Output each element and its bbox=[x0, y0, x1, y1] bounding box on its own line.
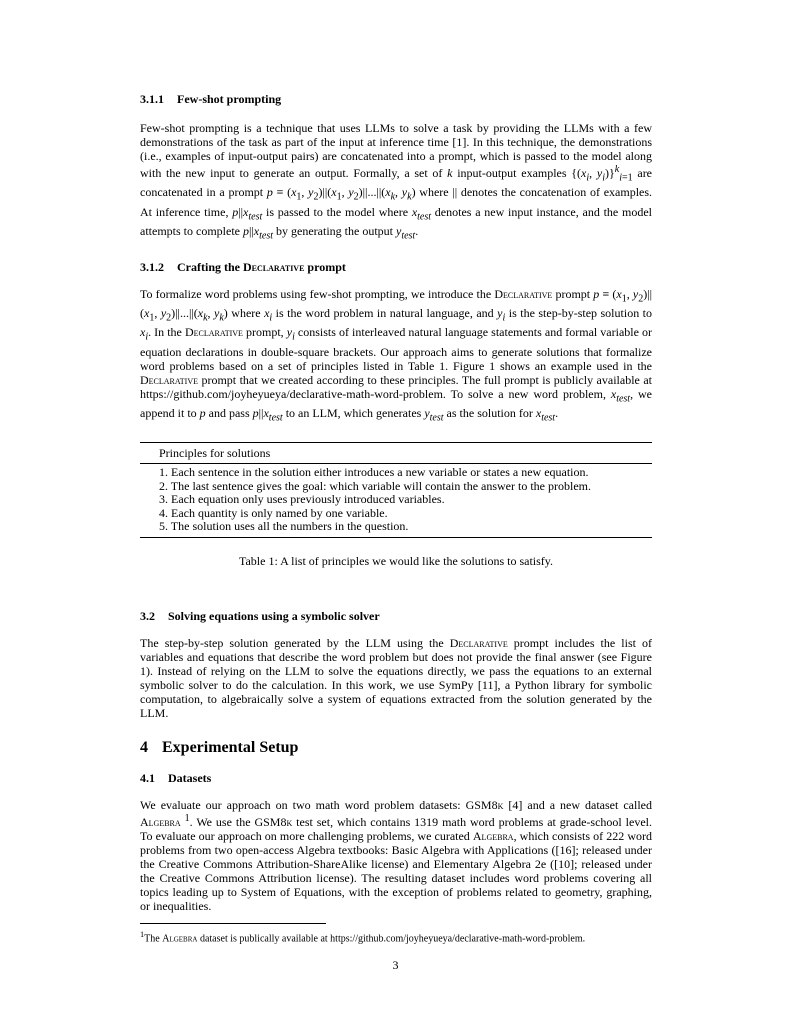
table-row: 3. Each equation only uses previously introduced variables. bbox=[159, 492, 445, 507]
table-row: 2. The last sentence gives the goal: which variable will contain the answer to the problem. bbox=[159, 478, 591, 493]
page-body bbox=[140, 92, 652, 945]
principles-table bbox=[140, 442, 652, 538]
table-rows bbox=[140, 464, 652, 537]
table-row: 4. Each quantity is only named by one variable. bbox=[159, 505, 388, 520]
section-heading-3-2: 3.2 Solving equations using a symbolic solver bbox=[140, 608, 380, 623]
paragraph-symbolic-solver: The step-by-step solution generated by the LLM using the Declarative prompt includes the list of variables and equations that describe the word problem but does not provide the final answer (see Figure 1). Instead of relying on the LLM to solve the equations directly, we pass the equations to an external symbolic solver to do the calculation. In this work, we use SymPy [11], a Python library for symbolic computation, to algebraically solve a system of equations extracted from the solution generated by the LLM. bbox=[140, 635, 652, 720]
table-header: Principles for solutions bbox=[140, 443, 652, 465]
paragraph-declarative: To formalize word problems using few-shot prompting, we introduce the Declarative prompt $p \equiv (x_1$, $y_2)||(x_1$, $y_2)||...||(x_k$, $y_k$) where $x_i$ is the word problem in natural language, and $y_i$ is the step-by-step solution to $x_i$. In the Declarative prompt, $y_i$ consists of interleaved natural language statements and formal variable or equation declarations in double-square brackets. Our approach aims to generate solutions that formalize word problems based on a set of principles listed in Table 1. Figure 1 shows an example used in the Declarative prompt that we created according to these principles. The full prompt is publicly available at https://github.com/joyheyueya/declarative-math-word-problem. To solve a new word problem, $x_{test}$, we append it to p and pass $p||x_{test}$ to an LLM, which generates $y_{test}$ as the solution for $x_{test}$. bbox=[140, 286, 653, 424]
page-number: 3 bbox=[392, 958, 399, 972]
paragraph-datasets: We evaluate our approach on two math word problem datasets: GSM8k [4] and a new dataset called Algebra $^1$. We use the GSM8k test set, which contains 1319 math word problems at grade-school level. To evaluate our approach on more challenging problems, we curated Algebra, which consists of 222 word problems from two open-access Algebra textbooks: Basic Algebra with Applications ([16]; released under the Creative Commons Attribution-ShareAlike license) and Elementary Algebra 2e ([10]; released under the Creative Commons Attribution license). The resulting dataset includes word problems covering all topics leading up to System of Equations, with the exception of problems related to geometry, graphing, or inequalities. bbox=[140, 797, 652, 913]
footnote: $^1$The Algebra dataset is publically available at https://github.com/joyheyueya/declarative-math-word-problem. bbox=[140, 929, 586, 944]
table-caption: Table 1: A list of principles we would like the solutions to satisfy. bbox=[238, 553, 553, 568]
section-heading-4-1: 4.1 Datasets bbox=[140, 770, 212, 785]
section-heading-3-1-1: 3.1.1 Few-shot prompting bbox=[140, 92, 282, 106]
table-row: 1. Each sentence in the solution either introduces a new variable or states a new equation. bbox=[159, 465, 589, 480]
paragraph-few-shot: Few-shot prompting is a technique that uses LLMs to solve a task by providing the LLMs with a few demonstrations of the task as part of the input at inference time [1]. In this technique, the demonstrations (i.e., examples of input-output pairs) are concatenated into a prompt, which is passed to the model along with the new input to generate an output. Formally, a set of k input-output examples {($x_i$, $y_i)\}^k_{i=1}$ are concatenated in a prompt $p \equiv (x_1$, $y_2)||(x_1$, $y_2)||...||(x_k$, $y_k$) where || denotes the concatenation of examples. At inference time, $p||x_{test}$ is passed to the model where $x_{test}$ denotes a new input instance, and the model attempts to complete $p||x_{test}$ by generating the output $y_{test}$. bbox=[140, 121, 653, 242]
section-heading-4: 4 Experimental Setup bbox=[140, 738, 299, 756]
table-row: 5. The solution uses all the numbers in the question. bbox=[159, 519, 409, 534]
footnote-rule bbox=[140, 923, 326, 924]
section-heading-3-1-2: 3.1.2 Crafting the Declarative prompt bbox=[140, 259, 346, 274]
